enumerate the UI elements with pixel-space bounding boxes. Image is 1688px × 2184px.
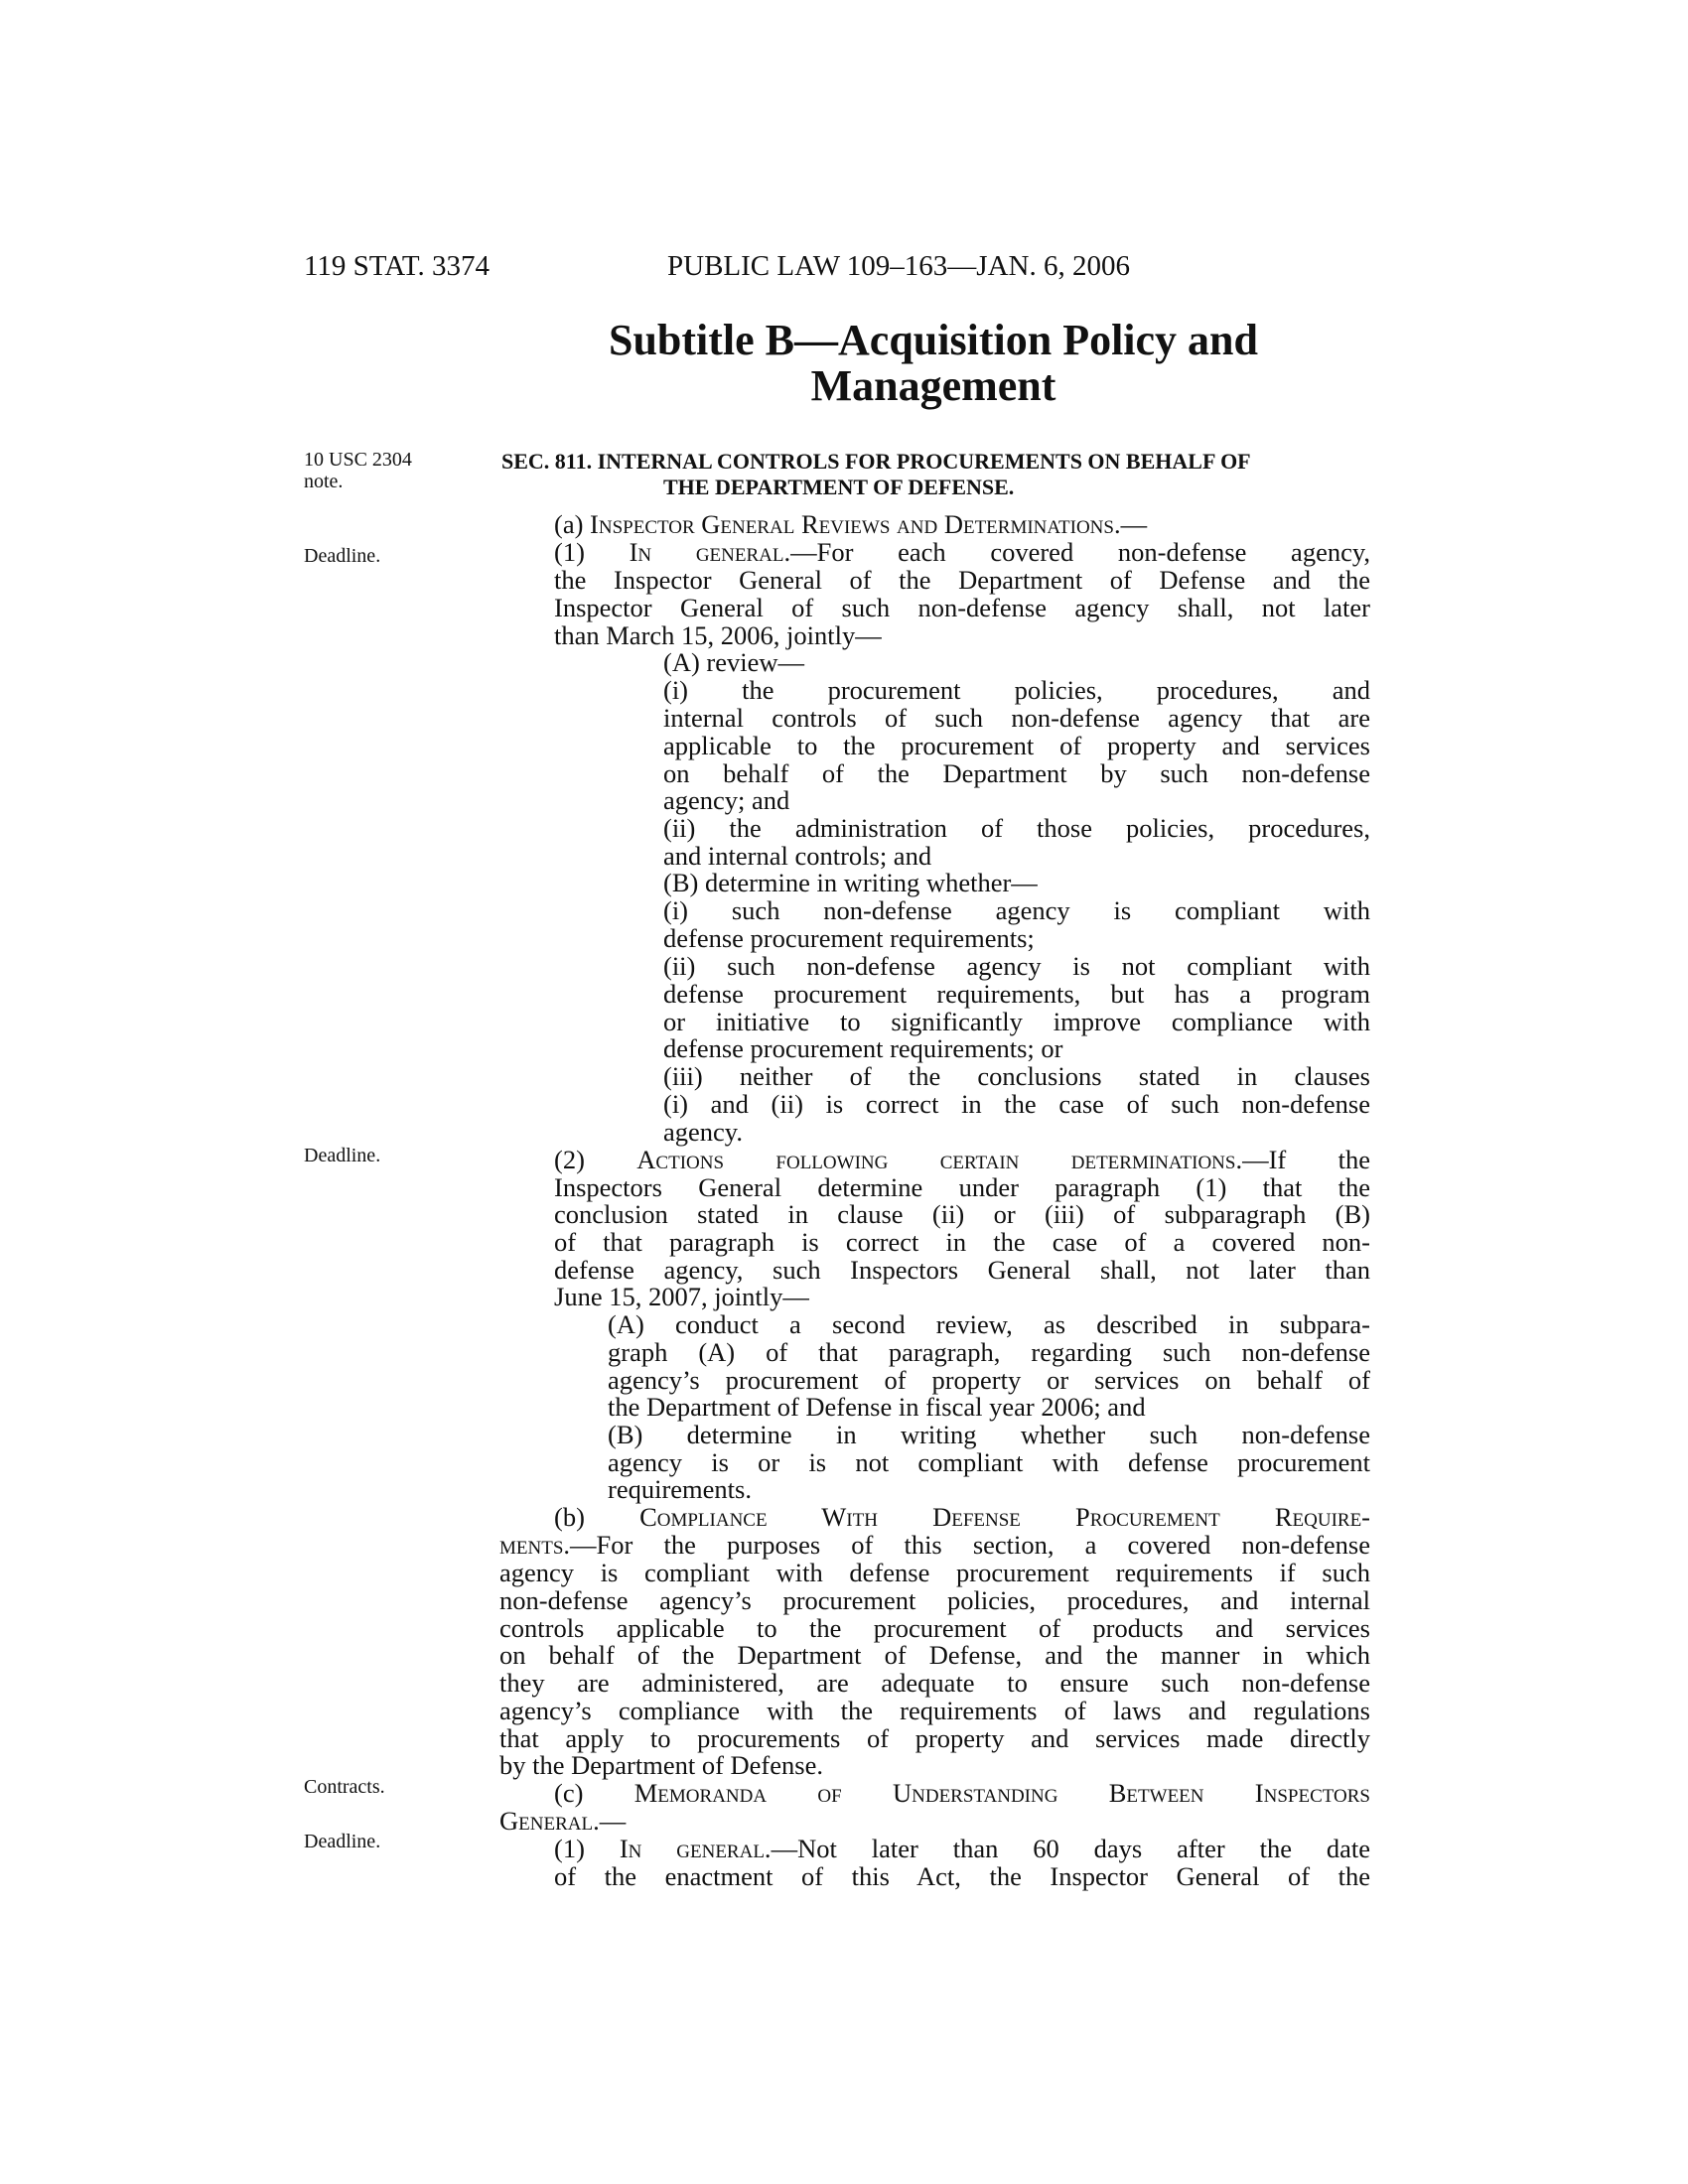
text-line: or initiative to significantly improve compliance with	[663, 1009, 1370, 1036]
text-line: agency’s procurement of property or services on behalf of	[608, 1367, 1370, 1395]
text-line: (ii) such non-defense agency is not compliant with	[663, 953, 1370, 981]
subsection-a-heading: (a) Inspector General Reviews and Determinations.—	[554, 509, 1148, 539]
text-line: agency.	[663, 1117, 743, 1147]
text-line: (1) In general.—Not later than 60 days after the date	[554, 1836, 1370, 1863]
margin-note-contracts: Contracts.	[304, 1776, 385, 1798]
subtitle-line-2: Management	[810, 361, 1056, 410]
text-line: (2) Actions following certain determinations.—If the	[554, 1147, 1370, 1174]
text-line: they are administered, are adequate to ensure such non-defense	[499, 1670, 1370, 1698]
subtitle-line-1: Subtitle B—Acquisition Policy and	[608, 316, 1258, 364]
text-line: and internal controls; and	[663, 841, 932, 871]
text-line: (B) determine in writing whether—	[663, 868, 1038, 897]
subtitle-heading	[556, 318, 1311, 409]
text-line: internal controls of such non-defense agency that are	[663, 705, 1370, 733]
text-line: agency; and	[663, 785, 790, 815]
text-line: the Department of Defense in fiscal year 2006; and	[608, 1392, 1146, 1422]
text-line: conclusion stated in clause (ii) or (iii) of subparagraph (B)	[554, 1201, 1370, 1229]
text-line: on behalf of the Department of Defense, and the manner in which	[499, 1642, 1370, 1670]
text-line: Inspector General of such non-defense agency shall, not later	[554, 595, 1370, 622]
text-line: non-defense agency’s procurement policies, procedures, and internal	[499, 1587, 1370, 1615]
text-line: that apply to procurements of property and services made directly	[499, 1725, 1370, 1753]
page-number: 119 STAT. 3374	[304, 250, 490, 282]
text-line: the Inspector General of the Department of Defense and the	[554, 567, 1370, 595]
text-line: defense procurement requirements; or	[663, 1033, 1063, 1063]
text-line: defense procurement requirements, but has a program	[663, 981, 1370, 1009]
margin-note-usc-line-2: note.	[304, 471, 344, 492]
text-line: (i) and (ii) is correct in the case of such non-defense	[663, 1091, 1370, 1119]
text-line: graph (A) of that paragraph, regarding such non-defense	[608, 1339, 1370, 1367]
text-line: (1) In general.—For each covered non-defense agency,	[554, 539, 1370, 567]
text-line: agency is compliant with defense procurement requirements if such	[499, 1560, 1370, 1587]
text-line: on behalf of the Department by such non-defense	[663, 760, 1370, 788]
text-line: of that paragraph is correct in the case of a covered non-	[554, 1229, 1370, 1257]
text-line: June 15, 2007, jointly—	[554, 1282, 809, 1311]
text-line: (i) such non-defense agency is compliant with	[663, 897, 1370, 925]
section-heading-line-2: THE DEPARTMENT OF DEFENSE.	[663, 475, 1015, 499]
text-line: ments.—For the purposes of this section, a covered non-defense	[499, 1532, 1370, 1560]
text-line: agency’s compliance with the requirements of laws and regulations	[499, 1698, 1370, 1725]
text-line: defense agency, such Inspectors General shall, not later than	[554, 1257, 1370, 1285]
text-line: (iii) neither of the conclusions stated in clauses	[663, 1063, 1370, 1091]
text-line: by the Department of Defense.	[499, 1750, 823, 1780]
text-line: agency is or is not compliant with defense procurement	[608, 1449, 1370, 1477]
text-line: (B) determine in writing whether such non-defense	[608, 1422, 1370, 1449]
law-citation: PUBLIC LAW 109–163—JAN. 6, 2006	[667, 250, 1130, 282]
margin-note-deadline: Deadline.	[304, 545, 381, 567]
text-line: Inspectors General determine under paragraph (1) that the	[554, 1174, 1370, 1202]
text-line: controls applicable to the procurement of products and services	[499, 1615, 1370, 1643]
text-line: defense procurement requirements;	[663, 923, 1035, 953]
subsection-b-heading: (b) Compliance With Defense Procurement Require-	[554, 1504, 1370, 1532]
subsection-c-heading: (c) Memoranda of Understanding Between Inspectors	[554, 1780, 1370, 1808]
text-line: General.—	[499, 1806, 627, 1836]
margin-note-deadline: Deadline.	[304, 1831, 381, 1852]
text-line: (A) conduct a second review, as described in subpara-	[608, 1311, 1370, 1339]
text-line: than March 15, 2006, jointly—	[554, 620, 882, 650]
margin-note-deadline: Deadline.	[304, 1145, 381, 1166]
margin-note-usc	[304, 449, 423, 492]
text-line: of the enactment of this Act, the Inspector General of the	[554, 1863, 1370, 1891]
text-line: applicable to the procurement of property and services	[663, 733, 1370, 760]
text-line: (A) review—	[663, 647, 805, 677]
margin-note-usc-line-1: 10 USC 2304	[304, 449, 412, 471]
text-line: requirements.	[608, 1474, 752, 1504]
section-heading-line-1: SEC. 811. INTERNAL CONTROLS FOR PROCUREMENTS ON BEHALF OF	[501, 449, 1251, 474]
text-line: (ii) the administration of those policies, procedures,	[663, 815, 1370, 843]
text-line: (i) the procurement policies, procedures, and	[663, 677, 1370, 705]
